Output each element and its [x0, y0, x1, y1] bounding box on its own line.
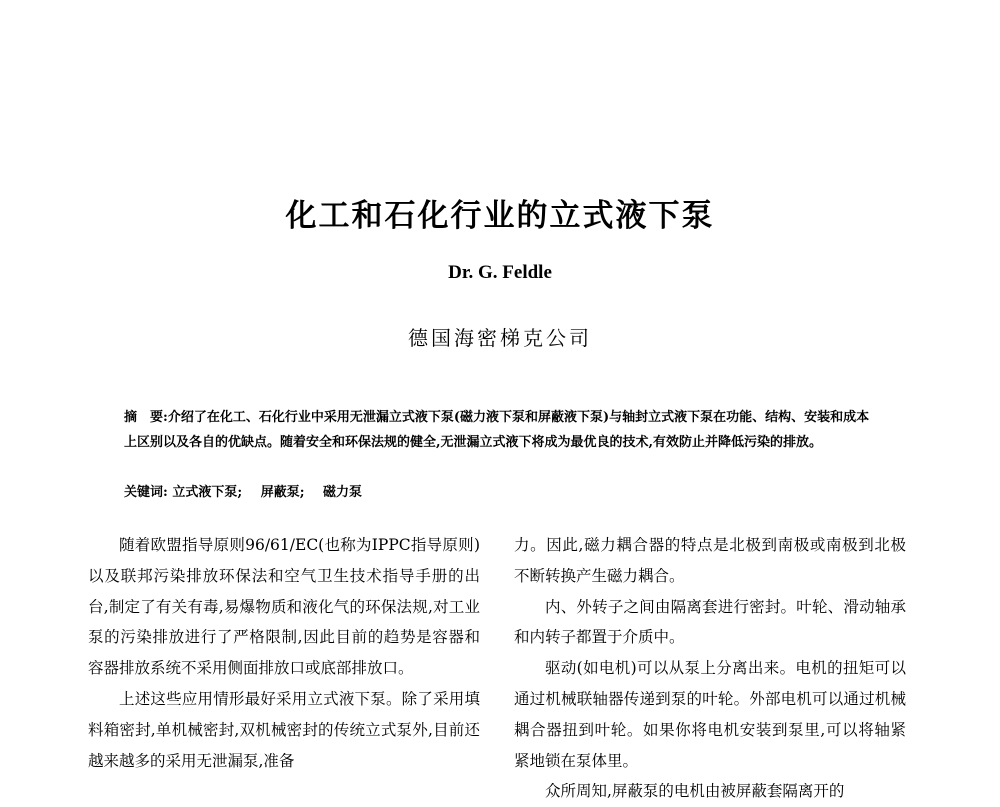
- abstract-text: 介绍了在化工、石化行业中采用无泄漏立式液下泵(磁力液下泵和屏蔽液下泵)与轴封立式液下泵在功能、结构、安装和成本上区别以及各自的优缺点。随着安全和环保法规的健全,无泄漏立式液下将成为最优良的技术,有效防止并降低污染的排放。: [124, 410, 870, 450]
- keywords-label: 关键词:: [124, 485, 168, 500]
- abstract-label: 摘 要:: [124, 410, 168, 425]
- abstract-block: [124, 405, 874, 455]
- body-paragraph: 驱动(如电机)可以从泵上分离出来。电机的扭矩可以通过机械联轴器传递到泵的叶轮。外部电机可以通过机械耦合器扭到叶轮。如果你将电机安装到泵里,可以将轴紧紧地锁在泵体里。: [514, 659, 906, 770]
- paper-title: 化工和石化行业的立式液下泵: [285, 198, 715, 234]
- keyword-item: 立式液下泵;: [172, 485, 243, 500]
- body-paragraph: 众所周知,屏蔽泵的电机由被屏蔽套隔离开的: [545, 782, 845, 801]
- keyword-item: 磁力泵: [323, 485, 363, 500]
- body-column-left: [88, 530, 480, 776]
- keyword-item: 屏蔽泵;: [260, 485, 305, 500]
- body-paragraph: 上述这些应用情形最好采用立式液下泵。除了采用填料箱密封,单机械密封,双机械密封的传统立式泵外,目前还越来越多的采用无泄漏泵,准备: [88, 689, 480, 770]
- author-affiliation: 德国海密梯克公司: [408, 326, 592, 350]
- body-paragraph: 内、外转子之间由隔离套进行密封。叶轮、滑动轴承和内转子都置于介质中。: [514, 597, 906, 647]
- body-paragraph: 力。因此,磁力耦合器的特点是北极到南极或南极到北极不断转换产生磁力耦合。: [514, 536, 906, 585]
- body-column-right: [514, 530, 906, 807]
- author-name: Dr. G. Feldle: [448, 262, 552, 283]
- body-paragraph: 随着欧盟指导原则96/61/EC(也称为IPPC指导原则)以及联邦污染排放环保法和空气卫生技术指导手册的出台,制定了有关有毒,易爆物质和液化气的环保法规,对工业泵的污染排放进行了严格限制,因此目前的趋势是容器和容器排放系统不采用侧面排放口或底部排放口。: [88, 536, 480, 678]
- keywords-block: [124, 481, 376, 500]
